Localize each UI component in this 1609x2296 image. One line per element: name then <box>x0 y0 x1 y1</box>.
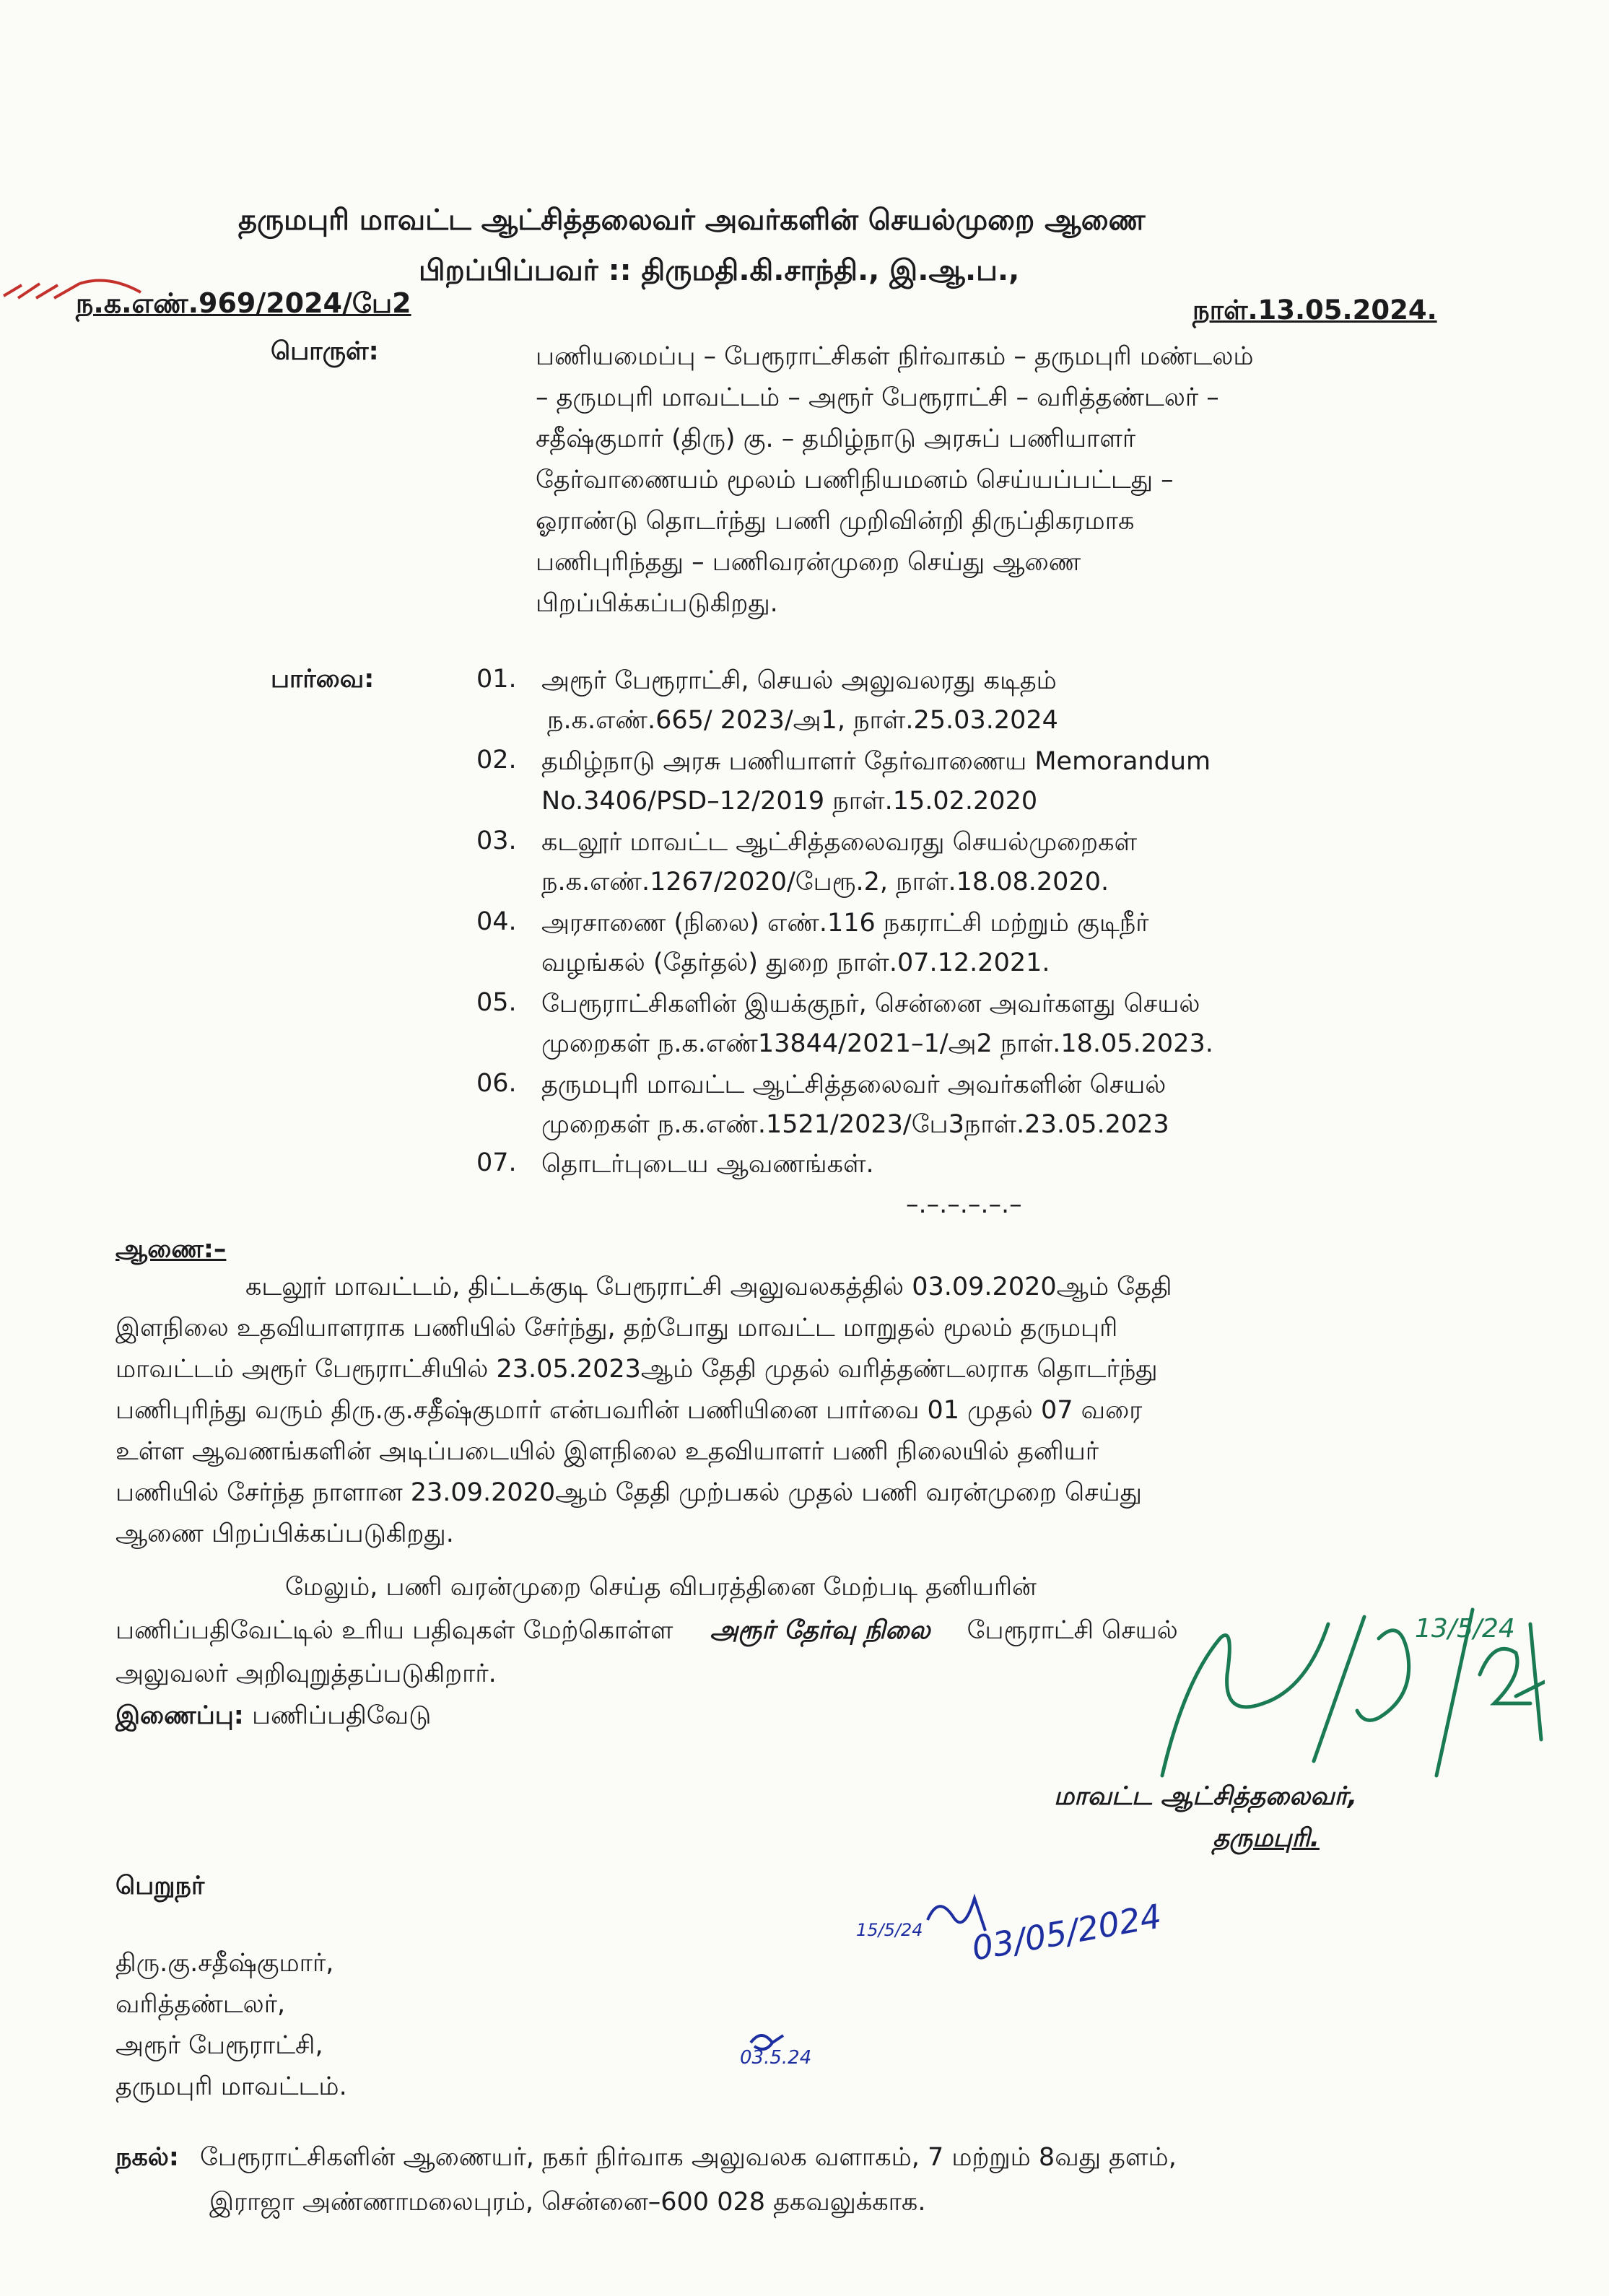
order-line: பணிபுரிந்து வரும் திரு.கு.சதீஷ்குமார் என்பவரின் பணியினை பார்வை 01 முதல் 07 வரை <box>115 1396 1143 1425</box>
enclosure-text: பணிப்பதிவேடு <box>251 1701 432 1730</box>
reference-line: பேரூராட்சிகளின் இயக்குநர், சென்னை அவர்களது செயல் <box>541 990 1200 1018</box>
subject-line: பணியமைப்பு – பேரூராட்சிகள் நிர்வாகம் – தருமபுரி மண்டலம் <box>536 342 1254 371</box>
order-line: மாவட்டம் அரூர் பேரூராட்சியில் 23.05.2023ஆம் தேதி முதல் வரித்தண்டலராக தொடர்ந்து <box>115 1355 1158 1384</box>
signatory-place: தருமபுரி. <box>1213 1824 1320 1853</box>
reference-item <box>541 823 1137 902</box>
reference-item <box>541 661 1058 741</box>
reference-line: அரசாணை (நிலை) எண்.116 நகராட்சி மற்றும் குடிநீர் <box>541 909 1149 938</box>
subject-text <box>536 336 1431 624</box>
recipient-line: தருமபுரி மாவட்டம். <box>115 2072 347 2101</box>
copy-line1 <box>115 2142 1177 2173</box>
page-title: தருமபுரி மாவட்ட ஆட்சித்தலைவர் அவர்களின் செயல்முறை ஆணை <box>238 204 1146 237</box>
copy-line2: இராஜா அண்ணாமலைபுரம், சென்னை–600 028 தகவலுக்காக. <box>209 2188 926 2217</box>
reference-item <box>541 1065 1169 1145</box>
subject-label: பொருள்: <box>271 337 379 366</box>
order-paragraph <box>115 1267 1431 1555</box>
order-heading: ஆணை:– <box>115 1235 227 1264</box>
subject-line: சதீஷ்குமார் (திரு) கு. – தமிழ்நாடு அரசுப் பணியாளர் <box>536 424 1136 453</box>
order-line: இளநிலை உதவியாளராக பணியில் சேர்ந்து, தற்போது மாவட்ட மாறுதல் மூலம் தருமபுரி <box>115 1314 1118 1343</box>
reference-number-01: 01. <box>476 665 517 694</box>
order-para2-line3: அலுவலர் அறிவுறுத்தப்படுகிறார். <box>115 1659 497 1688</box>
subject-line: தேர்வாணையம் மூலம் பணிநியமனம் செய்யப்பட்டது – <box>536 466 1174 494</box>
reference-line: ந.க.எண்.1267/2020/பேரூ.2, நாள்.18.08.2020. <box>541 868 1109 896</box>
reference-number-02: 02. <box>476 746 517 774</box>
reference-number-07: 07. <box>476 1148 517 1177</box>
order-date: நாள்.13.05.2024. <box>1192 294 1437 326</box>
subject-line: பிறப்பிக்கப்படுகிறது. <box>536 589 778 618</box>
recipient-line: அரூர் பேரூராட்சி, <box>115 2031 323 2060</box>
enclosure <box>115 1701 431 1731</box>
subject-line: ஓராண்டு தொடர்ந்து பணி முறிவின்றி திருப்திகரமாக <box>536 507 1135 536</box>
recipient-line: வரித்தண்டலர், <box>115 1990 286 2019</box>
received-date: 03/05/2024 <box>969 1896 1164 1968</box>
handwritten-insert: அரூர் தேர்வு நிலை <box>710 1616 930 1645</box>
recipient-line: திரு.கு.சதீஷ்குமார், <box>115 1949 334 1978</box>
separator: –.–.–.–.–.– <box>906 1190 1022 1219</box>
reference-line: தமிழ்நாடு அரசு பணியாளர் தேர்வாணைய Memorandum <box>541 747 1211 776</box>
signature-date: 13/5/24 <box>1415 1614 1515 1644</box>
order-line: உள்ள ஆவணங்களின் அடிப்படையில் இளநிலை உதவியாளர் பணி நிலையில் தனியர் <box>115 1437 1099 1466</box>
subject-line: – தருமபுரி மாவட்டம் – அரூர் பேரூராட்சி – வரித்தண்டலர் – <box>536 383 1219 412</box>
reference-line: அரூர் பேரூராட்சி, செயல் அலுவலரது கடிதம் <box>541 666 1057 695</box>
reference-item <box>541 904 1149 983</box>
order-para2-text: பேரூராட்சி செயல் <box>967 1616 1178 1645</box>
order-para2-line1: மேலும், பணி வரன்முறை செய்த விபரத்தினை மேற்படி தனியரின் <box>285 1573 1037 1602</box>
order-para2-text: பணிப்பதிவேட்டில் உரிய பதிவுகள் மேற்கொள்ள <box>115 1616 673 1645</box>
reference-number-04: 04. <box>476 907 517 936</box>
subject-line: பணிபுரிந்தது – பணிவரன்முறை செய்து ஆணை <box>536 548 1081 577</box>
reference-line: தருமபுரி மாவட்ட ஆட்சித்தலைவர் அவர்களின் செயல் <box>541 1070 1167 1099</box>
reference-line: தொடர்புடைய ஆவணங்கள். <box>541 1150 874 1179</box>
initials-date: 15/5/24 <box>856 1920 923 1940</box>
reference-number-05: 05. <box>476 988 517 1017</box>
order-line: கடலூர் மாவட்டம், திட்டக்குடி பேரூராட்சி அலுவலகத்தில் 03.09.2020ஆம் தேதி <box>245 1273 1172 1301</box>
reference-line: முறைகள் ந.க.எண்.1521/2023/பே3நாள்.23.05.2023 <box>541 1110 1169 1139</box>
copy-text: பேரூராட்சிகளின் ஆணையர், நகர் நிர்வாக அலுவலக வளாகம், 7 மற்றும் 8வது தளம், <box>200 2143 1177 2172</box>
enclosure-label: இணைப்பு: <box>115 1701 244 1730</box>
order-line: ஆணை பிறப்பிக்கப்படுகிறது. <box>115 1519 454 1548</box>
issuer-line: பிறப்பிப்பவர் :: திருமதி.கி.சாந்தி., இ.ஆ.ப., <box>419 254 1020 287</box>
reference-line: முறைகள் ந.க.எண்13844/2021–1/அ2 நாள்.18.05.2023. <box>541 1029 1213 1058</box>
reference-number-03: 03. <box>476 826 517 855</box>
order-line: பணியில் சேர்ந்த நாளான 23.09.2020ஆம் தேதி முற்பகல் முதல் பணி வரன்முறை செய்து <box>115 1478 1142 1507</box>
order-para2-line2 <box>115 1615 1178 1646</box>
signatory-designation: மாவட்ட ஆட்சித்தலைவர், <box>1054 1782 1358 1811</box>
reference-line: கடலூர் மாவட்ட ஆட்சித்தலைவரது செயல்முறைகள் <box>541 828 1138 857</box>
reference-line: ந.க.எண்.665/ 2023/அ1, நாள்.25.03.2024 <box>547 706 1058 735</box>
reference-line: No.3406/PSD–12/2019 நாள்.15.02.2020 <box>541 787 1038 816</box>
recipient-label: பெறுநர் <box>115 1872 205 1900</box>
reference-number: ந.க.எண்.969/2024/பே2 <box>76 287 411 319</box>
reference-item <box>541 1145 874 1184</box>
reference-number-06: 06. <box>476 1069 517 1098</box>
copy-label: நகல்: <box>115 2143 179 2172</box>
reference-item <box>541 742 1211 821</box>
reference-line: வழங்கல் (தேர்தல்) துறை நாள்.07.12.2021. <box>541 948 1050 977</box>
bottom-date: 03.5.24 <box>740 2047 812 2069</box>
references-label: பார்வை: <box>271 665 375 694</box>
recipient-address <box>115 1943 347 2108</box>
reference-item <box>541 985 1213 1064</box>
